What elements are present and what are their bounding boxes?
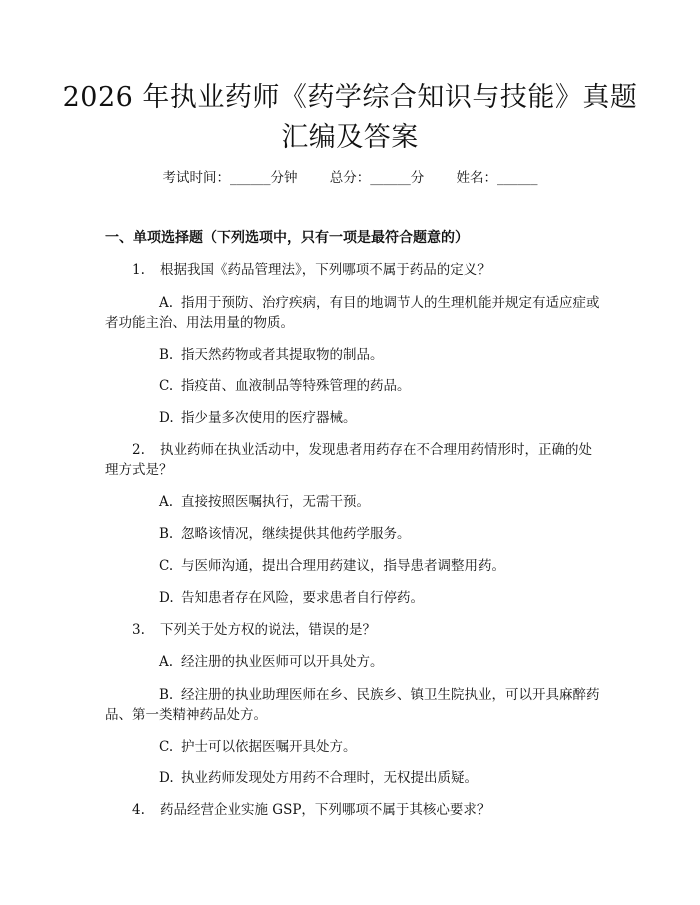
option-letter: A. — [159, 654, 174, 670]
option-text: 执业药师发现处方用药不合理时，无权提出质疑。 — [181, 770, 478, 786]
question-number: 3. — [132, 622, 145, 638]
question-3-option-a — [105, 652, 600, 672]
question-3-option-c — [105, 737, 600, 757]
question-3-option-b — [105, 685, 600, 725]
option-text: 指天然药物或者其提取物的制品。 — [181, 347, 384, 363]
option-letter: B. — [159, 347, 174, 363]
question-1-option-b — [105, 345, 600, 365]
question-3-option-d — [105, 768, 600, 788]
option-text: 告知患者存在风险，要求患者自行停药。 — [181, 590, 424, 606]
option-text: 忽略该情况，继续提供其他药学服务。 — [181, 526, 411, 542]
option-letter: C. — [159, 739, 174, 755]
option-text: 指用于预防、治疗疾病，有目的地调节人的生理机能并规定有适应症或者功能主治、用法用量的物质。 — [105, 295, 600, 331]
option-text: 经注册的执业助理医师在乡、民族乡、镇卫生院执业，可以开具麻醉药品、第一类精神药品处方。 — [105, 687, 600, 723]
question-number: 4. — [132, 802, 145, 818]
question-2-option-c — [105, 556, 600, 576]
option-letter: B. — [159, 526, 174, 542]
question-text: 药品经营企业实施 GSP，下列哪项不属于其核心要求？ — [160, 802, 491, 818]
option-text: 与医师沟通，提出合理用药建议，指导患者调整用药。 — [181, 558, 505, 574]
question-1-option-a — [105, 293, 600, 333]
option-text: 直接按照医嘱执行，无需干预。 — [181, 494, 370, 510]
option-text: 护士可以依据医嘱开具处方。 — [181, 739, 357, 755]
option-letter: C. — [159, 378, 174, 394]
question-1-option-c — [105, 376, 600, 396]
question-2 — [105, 440, 600, 480]
question-4 — [105, 800, 600, 820]
exam-info-line — [0, 168, 700, 188]
option-letter: D. — [159, 590, 174, 606]
question-2-option-b — [105, 524, 600, 544]
option-letter: B. — [159, 687, 174, 703]
option-letter: D. — [159, 410, 174, 426]
question-number: 2. — [132, 442, 145, 458]
question-number: 1. — [132, 262, 145, 278]
question-2-option-a — [105, 492, 600, 512]
question-1-option-d — [105, 408, 600, 428]
question-text: 下列关于处方权的说法，错误的是？ — [160, 622, 376, 638]
document-title: 2026 年执业药师《药学综合知识与技能》真题汇编及答案 — [62, 82, 638, 153]
option-letter: C. — [159, 558, 174, 574]
option-text: 经注册的执业医师可以开具处方。 — [181, 654, 384, 670]
question-2-option-d — [105, 588, 600, 608]
option-letter: A. — [159, 295, 174, 311]
question-3 — [105, 620, 600, 640]
option-letter: A. — [159, 494, 174, 510]
total-score-field: 总分：______分 — [329, 170, 425, 186]
section-heading: 一、单项选择题（下列选项中，只有一项是最符合题意的） — [105, 230, 469, 246]
exam-time-field: 考试时间：______分钟 — [162, 170, 298, 186]
option-text: 指少量多次使用的医疗器械。 — [181, 410, 357, 426]
option-letter: D. — [159, 770, 174, 786]
question-text: 根据我国《药品管理法》，下列哪项不属于药品的定义？ — [160, 262, 491, 278]
name-field: 姓名：______ — [456, 170, 538, 186]
option-text: 指疫苗、血液制品等特殊管理的药品。 — [181, 378, 411, 394]
question-1 — [105, 260, 600, 280]
question-text: 执业药师在执业活动中，发现患者用药存在不合理用药情形时，正确的处理方式是？ — [105, 442, 592, 478]
